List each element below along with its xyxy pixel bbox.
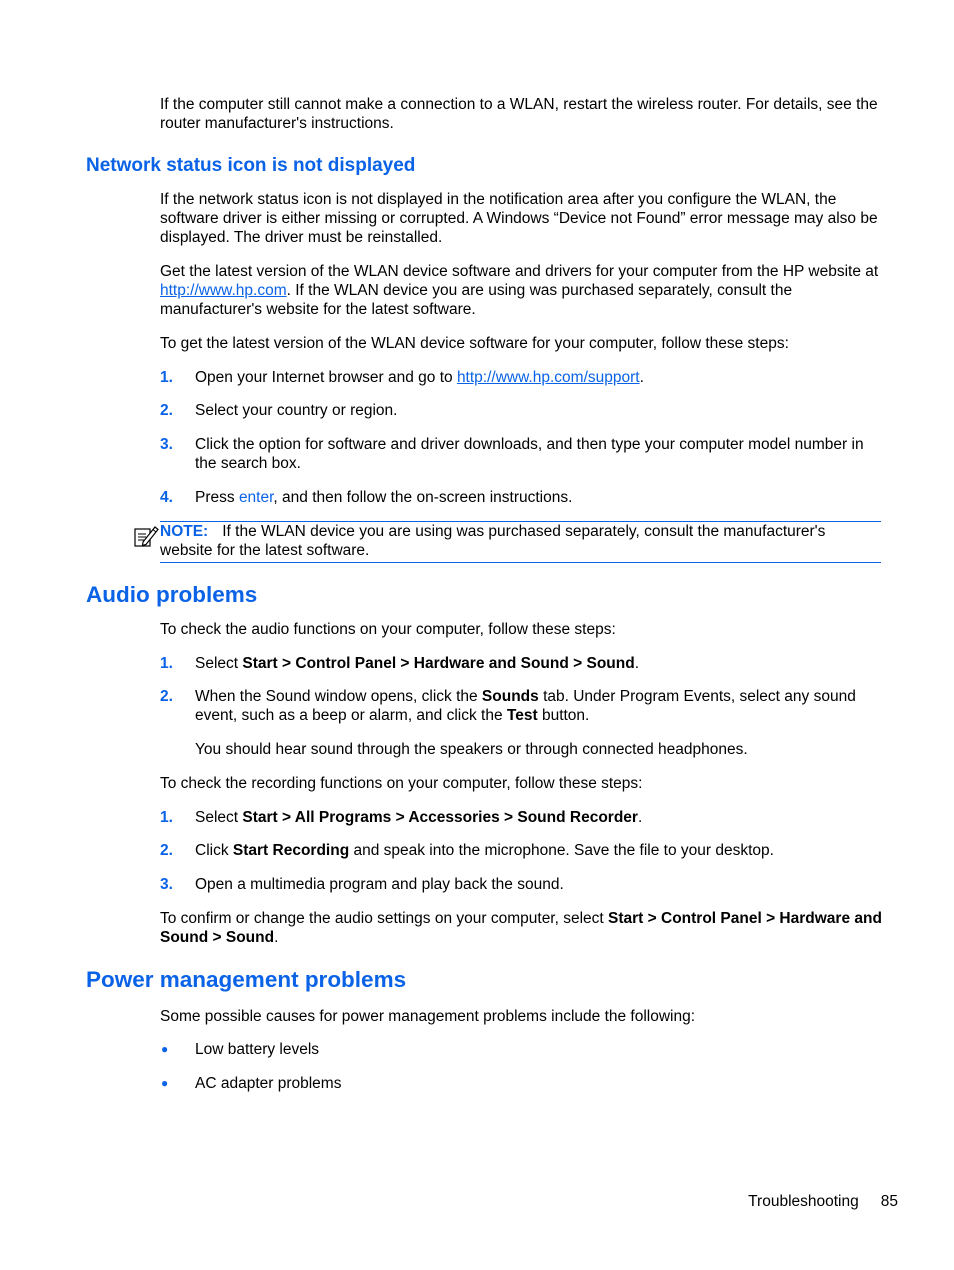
audio-confirm-text: To confirm or change the audio settings on your computer, select — [160, 910, 609, 927]
network-step-1-end: . — [639, 369, 644, 386]
network-step-2: Select your country or region. — [195, 402, 398, 419]
audio-recording-intro: To check the recording functions on your computer, follow these steps: — [160, 775, 643, 792]
enter-key-label: enter — [238, 489, 274, 506]
network-step-1 — [195, 368, 885, 387]
intro-paragraph: If the computer still cannot make a connection to a WLAN, restart the wireless router. For details, see the router manufacturer's instructions. — [160, 96, 878, 132]
network-step-2-number: 2. — [160, 402, 173, 419]
audio-step-2-number: 2. — [160, 688, 173, 705]
page-footer — [700, 1192, 898, 1211]
note-label: NOTE: — [160, 523, 209, 540]
recording-step-3: Open a multimedia program and play back the sound. — [195, 876, 564, 893]
network-step-3: Click the option for software and driver downloads, and then type your computer model number in the search box. — [195, 436, 864, 472]
network-heading: Network status icon is not displayed — [86, 155, 416, 176]
footer-section-title: Troubleshooting — [748, 1193, 859, 1210]
network-step-3-number: 3. — [160, 436, 173, 453]
list-item: Low battery levels — [195, 1041, 320, 1058]
recording-step-3-number: 3. — [160, 876, 173, 893]
network-paragraph-2 — [160, 262, 885, 319]
audio-step-2-text-1: When the Sound window opens, click the — [195, 688, 482, 705]
power-heading: Power management problems — [86, 967, 407, 992]
test-button-label: Test — [506, 707, 538, 724]
sounds-tab-label: Sounds — [481, 688, 539, 705]
recording-step-1-end: . — [637, 809, 643, 826]
audio-confirm-paragraph — [160, 909, 885, 947]
network-step-4 — [195, 488, 885, 507]
audio-step-1-end: . — [634, 655, 640, 672]
network-step-1-text: Open your Internet browser and go to — [195, 369, 457, 386]
audio-step-2-text-3: button. — [537, 707, 590, 724]
audio-confirm-end: . — [274, 929, 279, 946]
note-body: If the WLAN device you are using was purchased separately, consult the manufacturer's website for the latest software. — [160, 523, 826, 559]
start-recording-label: Start Recording — [232, 842, 350, 859]
recording-step-2-text: Click — [195, 842, 233, 859]
recording-step-1-path: Start > All Programs > Accessories > Sound Recorder — [242, 809, 638, 826]
network-step-1-number: 1. — [160, 369, 173, 386]
note-pencil-icon — [133, 524, 159, 548]
audio-step-1 — [195, 654, 885, 673]
bullet-marker: ● — [161, 1042, 169, 1056]
audio-step-1-text: Select — [195, 655, 243, 672]
network-paragraph-1: If the network status icon is not displayed in the notification area after you configure the WLAN, the software driver is either missing or corrupted. A Windows “Device not Found” error message may also be displayed. The driver must be reinstalled. — [160, 191, 878, 246]
recording-step-2-end: and speak into the microphone. Save the file to your desktop. — [349, 842, 774, 859]
audio-step-2 — [195, 687, 885, 725]
network-step-4-end: , and then follow the on-screen instructions. — [273, 489, 573, 506]
network-p2-text-before: Get the latest version of the WLAN device software and drivers for your computer from the HP website at — [160, 263, 879, 280]
recording-step-2 — [195, 841, 885, 860]
audio-heading: Audio problems — [86, 582, 258, 607]
audio-intro: To check the audio functions on your computer, follow these steps: — [160, 621, 616, 638]
note-text — [160, 522, 881, 560]
network-paragraph-3: To get the latest version of the WLAN device software for your computer, follow these steps: — [160, 335, 789, 352]
audio-step-2-text-2: tab. Under Program Events, select any sound event, such as a beep or alarm, and click the — [195, 688, 856, 724]
audio-step-1-number: 1. — [160, 655, 173, 672]
network-p2-text-after: . If the WLAN device you are using was purchased separately, consult the manufacturer's website for the latest software. — [160, 282, 793, 318]
page-number: 85 — [880, 1193, 898, 1210]
audio-result: You should hear sound through the speakers or through connected headphones. — [195, 741, 748, 758]
network-step-4-text: Press — [195, 489, 239, 506]
recording-step-1-text: Select — [195, 809, 243, 826]
recording-step-1 — [195, 808, 885, 827]
bullet-marker: ● — [161, 1076, 169, 1090]
power-intro: Some possible causes for power management problems include the following: — [160, 1008, 696, 1025]
recording-step-2-number: 2. — [160, 842, 173, 859]
audio-step-1-path: Start > Control Panel > Hardware and Sound > Sound — [242, 655, 635, 672]
network-step-4-number: 4. — [160, 489, 173, 506]
hp-support-link[interactable]: http://www.hp.com/support — [456, 369, 640, 386]
audio-confirm-path: Start > Control Panel > Hardware and Sound > Sound — [160, 910, 882, 946]
recording-step-1-number: 1. — [160, 809, 173, 826]
list-item: AC adapter problems — [195, 1075, 342, 1092]
hp-website-link[interactable]: http://www.hp.com — [160, 282, 287, 299]
